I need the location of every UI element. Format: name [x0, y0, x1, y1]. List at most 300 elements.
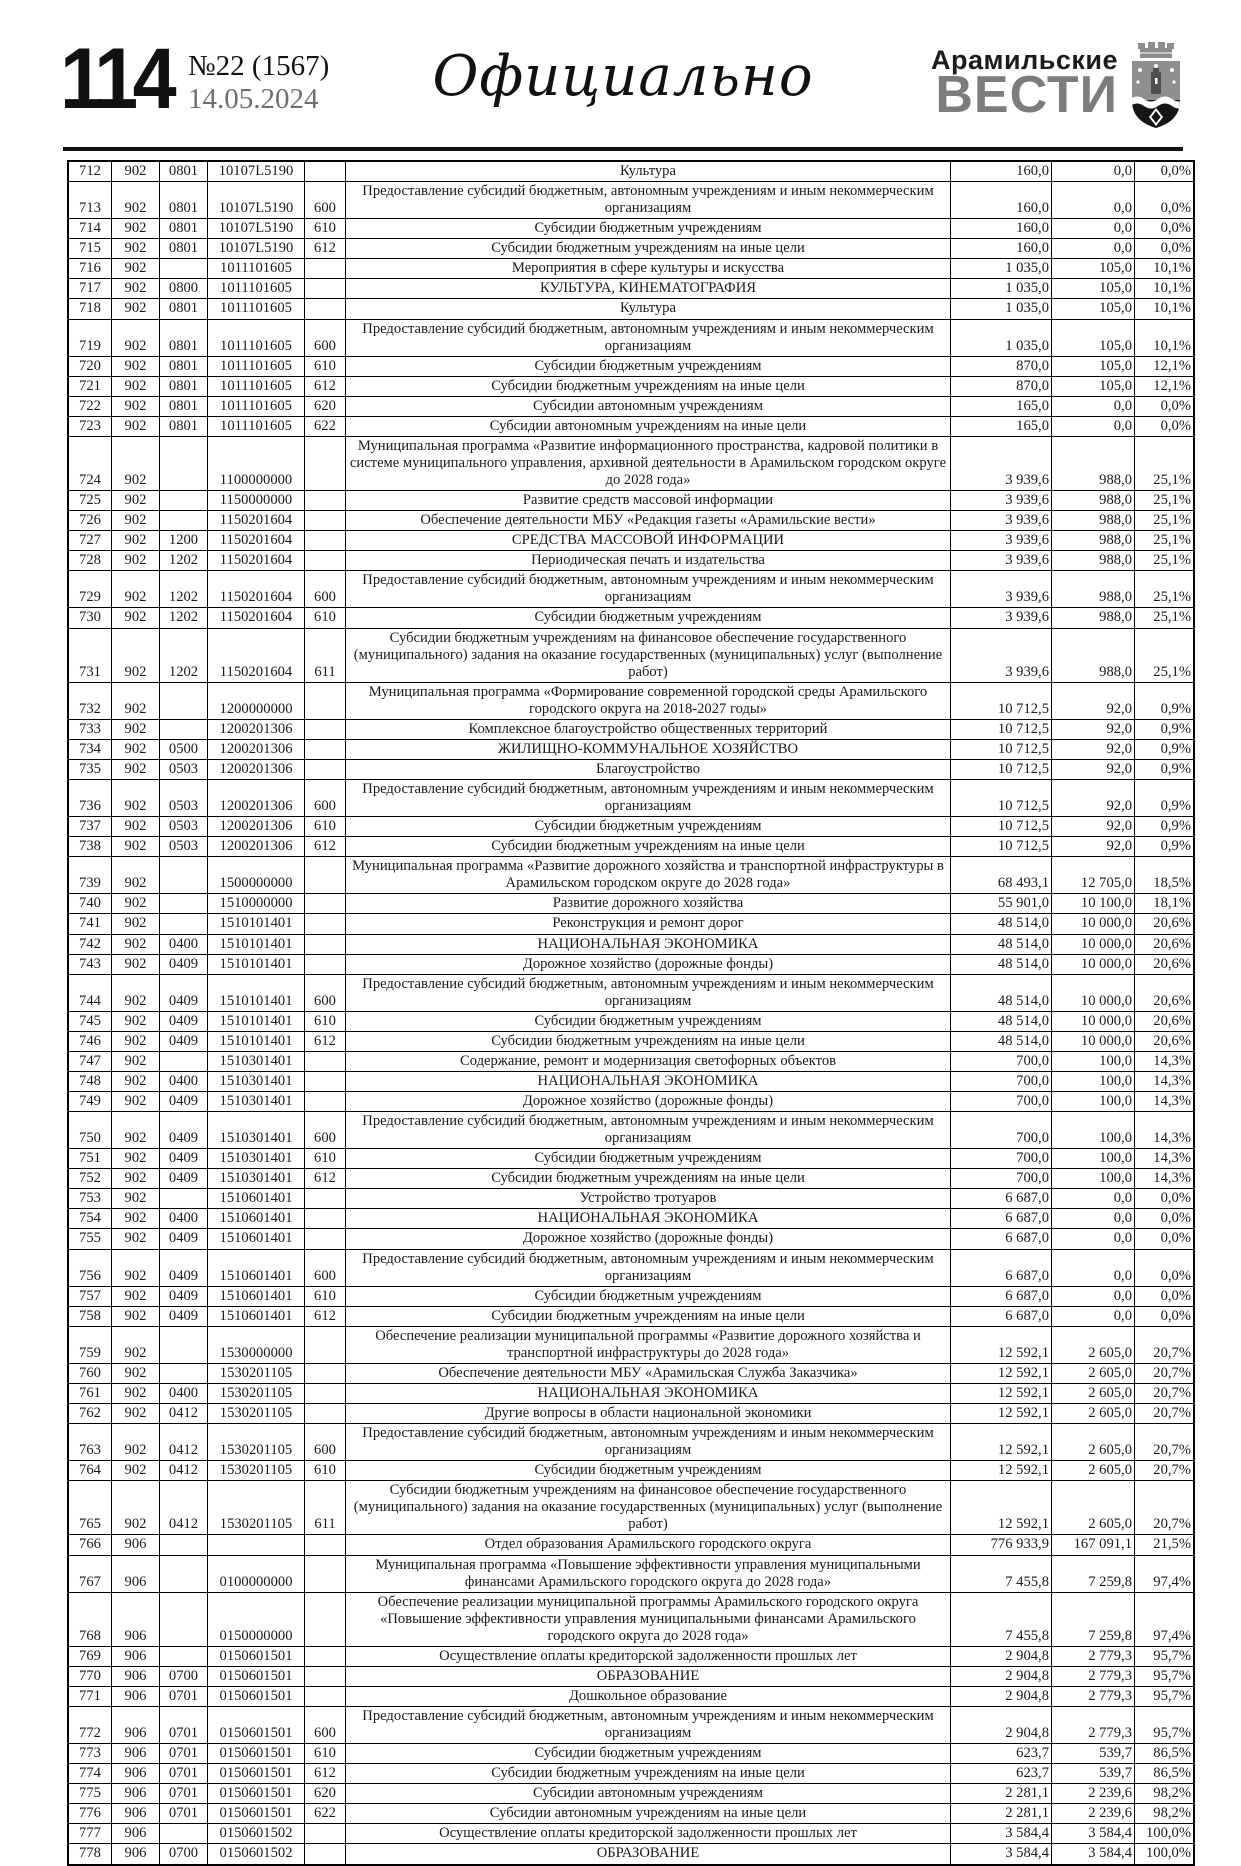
table-row — [68, 1804, 1194, 1824]
cell-fact: 10 000,0 — [1052, 954, 1135, 974]
cell-plan: 6 687,0 — [951, 1286, 1052, 1306]
cell-num: 748 — [68, 1071, 112, 1091]
table-row — [68, 1535, 1194, 1555]
cell-pct: 25,1% — [1135, 491, 1195, 511]
cell-fact: 100,0 — [1052, 1071, 1135, 1091]
cell-rzpr: 0801 — [160, 376, 208, 396]
cell-num: 739 — [68, 857, 112, 894]
cell-rzpr — [160, 1592, 208, 1646]
cell-pct: 20,6% — [1135, 954, 1195, 974]
cell-fact: 0,0 — [1052, 1306, 1135, 1326]
cell-name: Субсидии бюджетным учреждениям — [346, 356, 951, 376]
table-row — [68, 1149, 1194, 1169]
cell-name: Субсидии бюджетным учреждениям на иные цели — [346, 1306, 951, 1326]
cell-num: 724 — [68, 436, 112, 490]
cell-csr: 1011101605 — [208, 319, 305, 356]
cell-plan: 623,7 — [951, 1744, 1052, 1764]
cell-csr: 1200201306 — [208, 780, 305, 817]
cell-csr: 1510601401 — [208, 1229, 305, 1249]
cell-name: Субсидии бюджетным учреждениям на иные цели — [346, 1031, 951, 1051]
cell-fact: 0,0 — [1052, 182, 1135, 219]
cell-grbs: 902 — [112, 837, 160, 857]
table-row — [68, 1764, 1194, 1784]
cell-vr — [305, 682, 346, 719]
cell-rzpr: 0412 — [160, 1461, 208, 1481]
cell-grbs: 902 — [112, 1424, 160, 1461]
cell-num: 715 — [68, 239, 112, 259]
cell-csr: 1150201604 — [208, 511, 305, 531]
cell-pct: 10,1% — [1135, 299, 1195, 319]
table-row — [68, 1306, 1194, 1326]
cell-fact: 0,0 — [1052, 1229, 1135, 1249]
cell-pct: 0,0% — [1135, 219, 1195, 239]
cell-pct: 25,1% — [1135, 436, 1195, 490]
cell-csr — [208, 1535, 305, 1555]
cell-rzpr: 0503 — [160, 817, 208, 837]
cell-plan: 623,7 — [951, 1764, 1052, 1784]
cell-pct: 20,7% — [1135, 1326, 1195, 1363]
cell-plan: 10 712,5 — [951, 817, 1052, 837]
cell-csr: 1510101401 — [208, 934, 305, 954]
cell-grbs: 902 — [112, 416, 160, 436]
cell-name: Субсидии бюджетным учреждениям — [346, 1744, 951, 1764]
header-rule — [63, 147, 1183, 151]
cell-grbs: 906 — [112, 1686, 160, 1706]
cell-csr: 1510000000 — [208, 894, 305, 914]
cell-vr — [305, 491, 346, 511]
cell-vr — [305, 436, 346, 490]
cell-num: 729 — [68, 571, 112, 608]
cell-csr: 0150601502 — [208, 1844, 305, 1865]
issue-number: №22 (1567) — [188, 50, 330, 82]
cell-plan: 7 455,8 — [951, 1555, 1052, 1592]
cell-csr: 1510301401 — [208, 1071, 305, 1091]
cell-csr: 1510101401 — [208, 914, 305, 934]
cell-grbs: 902 — [112, 934, 160, 954]
cell-name: ЖИЛИЩНО-КОММУНАЛЬНОЕ ХОЗЯЙСТВО — [346, 739, 951, 759]
cell-plan: 12 592,1 — [951, 1481, 1052, 1535]
cell-name: Субсидии бюджетным учреждениям — [346, 1149, 951, 1169]
cell-grbs: 902 — [112, 1169, 160, 1189]
cell-name: Субсидии бюджетным учреждениям на финансовое обеспечение государственного (муниципального) задания на оказание государственных (муниципальных) услуг (выполнение работ) — [346, 1481, 951, 1535]
cell-name: Дорожное хозяйство (дорожные фонды) — [346, 1092, 951, 1112]
cell-vr — [305, 914, 346, 934]
cell-grbs: 902 — [112, 1481, 160, 1535]
cell-name: Субсидии бюджетным учреждениям на иные цели — [346, 1764, 951, 1784]
cell-csr: 1510301401 — [208, 1051, 305, 1071]
cell-rzpr: 0400 — [160, 1383, 208, 1403]
table-row — [68, 780, 1194, 817]
cell-grbs: 902 — [112, 1249, 160, 1286]
cell-pct: 0,0% — [1135, 1306, 1195, 1326]
table-row — [68, 219, 1194, 239]
cell-vr — [305, 1363, 346, 1383]
cell-name: Отдел образования Арамильского городского округа — [346, 1535, 951, 1555]
table-row — [68, 914, 1194, 934]
cell-csr: 1200000000 — [208, 682, 305, 719]
brand-name-top: Арамильские — [931, 45, 1118, 75]
cell-num: 734 — [68, 739, 112, 759]
cell-rzpr: 0409 — [160, 1249, 208, 1286]
cell-pct: 25,1% — [1135, 628, 1195, 682]
cell-rzpr: 1202 — [160, 551, 208, 571]
cell-name: Устройство тротуаров — [346, 1189, 951, 1209]
table-row — [68, 1112, 1194, 1149]
table-row — [68, 739, 1194, 759]
cell-pct: 14,3% — [1135, 1169, 1195, 1189]
cell-num: 730 — [68, 608, 112, 628]
cell-name: ОБРАЗОВАНИЕ — [346, 1666, 951, 1686]
cell-name: Субсидии автономным учреждениям на иные цели — [346, 1804, 951, 1824]
cell-num: 760 — [68, 1363, 112, 1383]
cell-csr: 1510301401 — [208, 1149, 305, 1169]
table-row — [68, 1071, 1194, 1091]
cell-grbs: 906 — [112, 1592, 160, 1646]
cell-fact: 100,0 — [1052, 1092, 1135, 1112]
cell-vr: 611 — [305, 1481, 346, 1535]
cell-rzpr: 0409 — [160, 1149, 208, 1169]
cell-name: Субсидии бюджетным учреждениям — [346, 1461, 951, 1481]
cell-pct: 0,0% — [1135, 161, 1195, 182]
cell-plan: 160,0 — [951, 219, 1052, 239]
cell-csr: 1510101401 — [208, 1031, 305, 1051]
cell-rzpr — [160, 491, 208, 511]
cell-rzpr: 0409 — [160, 1112, 208, 1149]
cell-rzpr: 0500 — [160, 739, 208, 759]
cell-plan: 48 514,0 — [951, 954, 1052, 974]
cell-vr: 600 — [305, 780, 346, 817]
table-row — [68, 682, 1194, 719]
cell-vr — [305, 1229, 346, 1249]
cell-pct: 20,7% — [1135, 1461, 1195, 1481]
cell-csr: 1510301401 — [208, 1112, 305, 1149]
cell-plan: 2 281,1 — [951, 1784, 1052, 1804]
cell-csr: 0150601502 — [208, 1824, 305, 1844]
cell-num: 772 — [68, 1707, 112, 1744]
cell-name: Субсидии бюджетным учреждениям — [346, 817, 951, 837]
table-row — [68, 1784, 1194, 1804]
cell-grbs: 902 — [112, 511, 160, 531]
cell-name: Субсидии бюджетным учреждениям на иные цели — [346, 376, 951, 396]
cell-fact: 988,0 — [1052, 628, 1135, 682]
cell-plan: 10 712,5 — [951, 682, 1052, 719]
cell-plan: 165,0 — [951, 396, 1052, 416]
cell-rzpr — [160, 1535, 208, 1555]
cell-fact: 7 259,8 — [1052, 1555, 1135, 1592]
cell-pct: 20,7% — [1135, 1383, 1195, 1403]
cell-fact: 92,0 — [1052, 837, 1135, 857]
cell-vr — [305, 894, 346, 914]
cell-grbs: 902 — [112, 817, 160, 837]
cell-vr: 600 — [305, 974, 346, 1011]
cell-csr: 1011101605 — [208, 299, 305, 319]
cell-num: 723 — [68, 416, 112, 436]
cell-num: 756 — [68, 1249, 112, 1286]
cell-grbs: 902 — [112, 974, 160, 1011]
cell-vr: 610 — [305, 608, 346, 628]
cell-grbs: 902 — [112, 1404, 160, 1424]
cell-fact: 3 584,4 — [1052, 1824, 1135, 1844]
table-row — [68, 356, 1194, 376]
cell-plan: 6 687,0 — [951, 1229, 1052, 1249]
cell-fact: 2 779,3 — [1052, 1686, 1135, 1706]
cell-csr: 10107L5190 — [208, 219, 305, 239]
cell-fact: 10 100,0 — [1052, 894, 1135, 914]
cell-rzpr: 0801 — [160, 182, 208, 219]
cell-csr: 1510101401 — [208, 974, 305, 1011]
cell-num: 754 — [68, 1209, 112, 1229]
cell-rzpr: 0503 — [160, 759, 208, 779]
table-row — [68, 239, 1194, 259]
cell-num: 719 — [68, 319, 112, 356]
cell-fact: 0,0 — [1052, 239, 1135, 259]
cell-csr: 1200201306 — [208, 837, 305, 857]
cell-plan: 10 712,5 — [951, 759, 1052, 779]
table-row — [68, 416, 1194, 436]
cell-csr: 0150601501 — [208, 1666, 305, 1686]
cell-plan: 10 712,5 — [951, 780, 1052, 817]
cell-csr: 1510601401 — [208, 1306, 305, 1326]
cell-name: Субсидии автономным учреждениям — [346, 1784, 951, 1804]
cell-rzpr: 0409 — [160, 1169, 208, 1189]
cell-rzpr — [160, 1326, 208, 1363]
cell-csr: 1530201105 — [208, 1481, 305, 1535]
cell-fact: 988,0 — [1052, 608, 1135, 628]
cell-grbs: 902 — [112, 396, 160, 416]
cell-vr — [305, 161, 346, 182]
cell-num: 716 — [68, 259, 112, 279]
cell-grbs: 902 — [112, 551, 160, 571]
masthead — [60, 31, 1186, 142]
cell-csr: 1530201105 — [208, 1383, 305, 1403]
cell-pct: 20,7% — [1135, 1404, 1195, 1424]
cell-pct: 0,9% — [1135, 837, 1195, 857]
cell-csr: 1011101605 — [208, 396, 305, 416]
table-row — [68, 376, 1194, 396]
cell-csr: 1200201306 — [208, 759, 305, 779]
cell-rzpr: 0701 — [160, 1784, 208, 1804]
cell-fact: 2 605,0 — [1052, 1404, 1135, 1424]
cell-plan: 12 592,1 — [951, 1404, 1052, 1424]
table-row — [68, 1844, 1194, 1865]
cell-fact: 0,0 — [1052, 219, 1135, 239]
cell-fact: 92,0 — [1052, 739, 1135, 759]
cell-csr: 1200201306 — [208, 719, 305, 739]
cell-name: Предоставление субсидий бюджетным, автономным учреждениям и иным некоммерческим организациям — [346, 319, 951, 356]
cell-fact: 2 779,3 — [1052, 1707, 1135, 1744]
cell-pct: 97,4% — [1135, 1592, 1195, 1646]
table-row — [68, 1424, 1194, 1461]
cell-vr — [305, 1666, 346, 1686]
cell-pct: 100,0% — [1135, 1844, 1195, 1865]
cell-fact: 0,0 — [1052, 161, 1135, 182]
cell-grbs: 902 — [112, 1011, 160, 1031]
cell-vr — [305, 1189, 346, 1209]
cell-num: 712 — [68, 161, 112, 182]
cell-plan: 3 939,6 — [951, 608, 1052, 628]
cell-plan: 10 712,5 — [951, 837, 1052, 857]
cell-name: Предоставление субсидий бюджетным, автономным учреждениям и иным некоммерческим организациям — [346, 1249, 951, 1286]
cell-num: 758 — [68, 1306, 112, 1326]
cell-fact: 2 605,0 — [1052, 1461, 1135, 1481]
cell-num: 749 — [68, 1092, 112, 1112]
cell-vr: 600 — [305, 182, 346, 219]
cell-plan: 48 514,0 — [951, 974, 1052, 1011]
cell-rzpr — [160, 857, 208, 894]
cell-plan: 700,0 — [951, 1071, 1052, 1091]
cell-grbs: 902 — [112, 1326, 160, 1363]
cell-rzpr — [160, 1555, 208, 1592]
cell-fact: 0,0 — [1052, 396, 1135, 416]
cell-num: 755 — [68, 1229, 112, 1249]
cell-name: Обеспечение реализации муниципальной программы Арамильского городского округа «Повышение эффективности управления муниципальными финансами Арамильского городского округа до 2028 года» — [346, 1592, 951, 1646]
cell-name: Субсидии бюджетным учреждениям на иные цели — [346, 1169, 951, 1189]
cell-pct: 86,5% — [1135, 1744, 1195, 1764]
cell-rzpr: 1202 — [160, 628, 208, 682]
table-row — [68, 531, 1194, 551]
cell-plan: 160,0 — [951, 239, 1052, 259]
cell-vr: 600 — [305, 1249, 346, 1286]
cell-grbs: 902 — [112, 299, 160, 319]
cell-rzpr: 0409 — [160, 1229, 208, 1249]
cell-num: 750 — [68, 1112, 112, 1149]
cell-csr: 1200201306 — [208, 817, 305, 837]
cell-csr: 1530201105 — [208, 1363, 305, 1383]
cell-plan: 3 939,6 — [951, 511, 1052, 531]
cell-name: Комплексное благоустройство общественных территорий — [346, 719, 951, 739]
cell-rzpr: 0400 — [160, 1209, 208, 1229]
table-row — [68, 719, 1194, 739]
cell-rzpr: 0409 — [160, 974, 208, 1011]
cell-rzpr: 0409 — [160, 1011, 208, 1031]
cell-name: Муниципальная программа «Развитие информационного пространства, кадровой политики в системе муниципального управления, архивной деятельности в Арамильском городском округе до 2028 года» — [346, 436, 951, 490]
cell-rzpr — [160, 1051, 208, 1071]
cell-fact: 3 584,4 — [1052, 1844, 1135, 1865]
cell-num: 731 — [68, 628, 112, 682]
cell-fact: 105,0 — [1052, 319, 1135, 356]
cell-plan: 3 939,6 — [951, 531, 1052, 551]
cell-name: Развитие дорожного хозяйства — [346, 894, 951, 914]
cell-plan: 48 514,0 — [951, 934, 1052, 954]
cell-rzpr — [160, 682, 208, 719]
cell-fact: 2 779,3 — [1052, 1646, 1135, 1666]
cell-pct: 100,0% — [1135, 1824, 1195, 1844]
cell-fact: 0,0 — [1052, 1286, 1135, 1306]
cell-name: Культура — [346, 299, 951, 319]
cell-vr: 600 — [305, 1424, 346, 1461]
cell-plan: 165,0 — [951, 416, 1052, 436]
cell-fact: 2 779,3 — [1052, 1666, 1135, 1686]
table-row — [68, 319, 1194, 356]
cell-grbs: 902 — [112, 239, 160, 259]
cell-plan: 160,0 — [951, 182, 1052, 219]
cell-name: Предоставление субсидий бюджетным, автономным учреждениям и иным некоммерческим организациям — [346, 571, 951, 608]
cell-grbs: 902 — [112, 219, 160, 239]
cell-pct: 14,3% — [1135, 1071, 1195, 1091]
cell-grbs: 902 — [112, 356, 160, 376]
cell-plan: 12 592,1 — [951, 1326, 1052, 1363]
table-row — [68, 1824, 1194, 1844]
cell-name: ОБРАЗОВАНИЕ — [346, 1844, 951, 1865]
cell-grbs: 902 — [112, 780, 160, 817]
cell-num: 718 — [68, 299, 112, 319]
cell-fact: 10 000,0 — [1052, 1031, 1135, 1051]
cell-grbs: 902 — [112, 259, 160, 279]
cell-name: СРЕДСТВА МАССОВОЙ ИНФОРМАЦИИ — [346, 531, 951, 551]
cell-grbs: 906 — [112, 1646, 160, 1666]
cell-fact: 2 605,0 — [1052, 1424, 1135, 1461]
cell-plan: 700,0 — [951, 1149, 1052, 1169]
cell-vr — [305, 1535, 346, 1555]
table-row — [68, 1051, 1194, 1071]
cell-fact: 12 705,0 — [1052, 857, 1135, 894]
cell-grbs: 902 — [112, 1071, 160, 1091]
cell-pct: 20,7% — [1135, 1363, 1195, 1383]
cell-rzpr — [160, 1824, 208, 1844]
cell-pct: 0,9% — [1135, 682, 1195, 719]
table-row — [68, 1461, 1194, 1481]
table-row — [68, 1383, 1194, 1403]
cell-pct: 20,7% — [1135, 1424, 1195, 1461]
cell-vr: 600 — [305, 319, 346, 356]
cell-name: КУЛЬТУРА, КИНЕМАТОГРАФИЯ — [346, 279, 951, 299]
cell-num: 773 — [68, 1744, 112, 1764]
cell-pct: 21,5% — [1135, 1535, 1195, 1555]
cell-pct: 95,7% — [1135, 1707, 1195, 1744]
cell-vr: 612 — [305, 239, 346, 259]
table-row — [68, 1249, 1194, 1286]
cell-vr: 610 — [305, 1461, 346, 1481]
cell-vr: 622 — [305, 1804, 346, 1824]
cell-grbs: 906 — [112, 1824, 160, 1844]
cell-plan: 3 939,6 — [951, 491, 1052, 511]
cell-csr: 1530201105 — [208, 1404, 305, 1424]
cell-num: 767 — [68, 1555, 112, 1592]
cell-plan: 7 455,8 — [951, 1592, 1052, 1646]
cell-csr: 0150601501 — [208, 1707, 305, 1744]
cell-num: 753 — [68, 1189, 112, 1209]
cell-grbs: 902 — [112, 1149, 160, 1169]
cell-num: 727 — [68, 531, 112, 551]
cell-fact: 100,0 — [1052, 1051, 1135, 1071]
cell-name: Субсидии бюджетным учреждениям — [346, 1011, 951, 1031]
cell-plan: 1 035,0 — [951, 259, 1052, 279]
cell-name: Муниципальная программа «Формирование современной городской среды Арамильского городского округа на 2018-2027 годы» — [346, 682, 951, 719]
cell-grbs: 902 — [112, 1112, 160, 1149]
cell-num: 733 — [68, 719, 112, 739]
cell-name: Обеспечение деятельности МБУ «Редакция газеты «Арамильские вести» — [346, 511, 951, 531]
cell-pct: 0,9% — [1135, 817, 1195, 837]
cell-fact: 2 605,0 — [1052, 1383, 1135, 1403]
cell-vr — [305, 759, 346, 779]
cell-pct: 0,9% — [1135, 739, 1195, 759]
cell-plan: 12 592,1 — [951, 1424, 1052, 1461]
cell-num: 757 — [68, 1286, 112, 1306]
cell-num: 713 — [68, 182, 112, 219]
cell-pct: 0,0% — [1135, 1249, 1195, 1286]
cell-csr: 1011101605 — [208, 416, 305, 436]
cell-name: Предоставление субсидий бюджетным, автономным учреждениям и иным некоммерческим организациям — [346, 1424, 951, 1461]
cell-num: 746 — [68, 1031, 112, 1051]
cell-num: 770 — [68, 1666, 112, 1686]
cell-rzpr: 0412 — [160, 1424, 208, 1461]
cell-plan: 160,0 — [951, 161, 1052, 182]
cell-rzpr — [160, 914, 208, 934]
cell-grbs: 902 — [112, 161, 160, 182]
cell-fact: 988,0 — [1052, 511, 1135, 531]
cell-rzpr: 0801 — [160, 299, 208, 319]
cell-plan: 2 904,8 — [951, 1646, 1052, 1666]
